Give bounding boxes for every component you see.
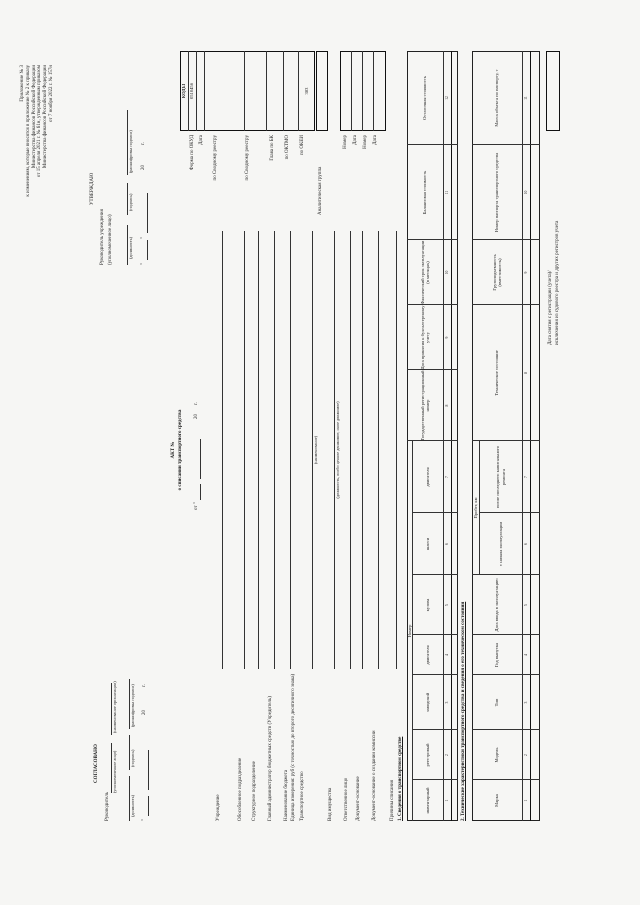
s2-col-num: 11: [523, 96, 528, 100]
field-vehicle: Транспортное средство: [300, 771, 305, 821]
codes-box: [180, 51, 315, 131]
agree-date-g: г.: [142, 684, 147, 687]
s2-group-mileage: Пробег, км: [472, 497, 478, 519]
code-label-okud: Форма по ОКУД: [190, 135, 195, 171]
s1-col-num: 9: [444, 336, 449, 339]
code-label-svodny1: по Сводному реестру: [213, 135, 218, 181]
appendix-line: Министерства финансов Российской Федерации: [43, 65, 48, 169]
footer-line2: исключения из судового реестра и других регистров учета: [555, 220, 560, 345]
field-vehicle-sub: (наименование): [313, 435, 318, 465]
field-reasons: Причины списания: [390, 780, 395, 821]
appendix-line: от 15 апреля 2021 г. № 61н, утвержденным приказом: [37, 65, 43, 178]
agree-head: Руководитель: [105, 791, 110, 821]
s1-header-body: кузова: [424, 598, 430, 612]
act-title: АКТ №: [171, 441, 176, 459]
s1-header-chassis: шасси: [424, 537, 430, 551]
agree-head-sub2: (наименование организации): [112, 681, 117, 733]
s1-header-factory: заводской: [424, 692, 430, 713]
field-unit: Единица измерения: руб (с точностью до второго десятичного знака): [291, 673, 296, 821]
agree-sig-decode: (расшифровка подписи): [130, 684, 135, 727]
field-property-type: Вид имущества: [328, 787, 333, 821]
appendix-line: Приложение № 3: [20, 65, 25, 102]
agree-date-year: 20: [142, 710, 147, 715]
field-structural-division: Структурное подразделение: [252, 761, 257, 821]
s2-header-mileage-repair: после последнего капитального ремонта: [495, 445, 506, 509]
s1-header-engine: двигателя: [424, 645, 430, 665]
agree-head-sub1: (уполномоченное лицо): [112, 750, 117, 793]
approve-sig-position: (должность): [128, 237, 133, 259]
code-label-okei: по ОКЕИ: [300, 135, 305, 156]
field-budget-name: Наименование бюджета: [284, 769, 289, 821]
code-label-svodny2: по Сводному реестру: [245, 135, 250, 181]
s2-col-num: 6: [523, 543, 528, 545]
s2-header-model: Модель: [494, 747, 500, 763]
s2-col-num: 7: [523, 476, 528, 478]
s1-header-inventory: инвентарный: [424, 787, 430, 814]
s1-col-num: 6: [444, 543, 449, 545]
field-separate-division: Обособленное подразделение: [238, 757, 243, 821]
s1-col-num: 10: [444, 270, 449, 275]
form-code-value: 0510456: [189, 82, 195, 100]
s1-col-num: 12: [444, 96, 449, 100]
approve-sig-decode: (расшифровка подписи): [128, 130, 133, 173]
s2-col-num: 9: [523, 271, 528, 274]
approve-head-sub: (уполномоченное лицо): [108, 214, 113, 265]
s1-header-balance: Балансовая стоимость: [422, 170, 428, 215]
appendix-line: к изменениям, которые вносятся в приложение № 2 к приказу: [25, 65, 31, 197]
right-number-label: Номер: [343, 135, 348, 149]
act-subtitle: о списании транспортного средства: [178, 409, 183, 491]
s1-col-num: 8: [444, 404, 449, 407]
s2-header-commission-date: Дата ввода в эксплуатацию: [494, 578, 500, 632]
codes-header: КОДЫ: [181, 83, 187, 99]
right-date-label-2: Дата: [373, 135, 378, 145]
approve-title: УТВЕРЖДАЮ: [90, 172, 95, 205]
s2-col-num: 5: [523, 604, 528, 606]
appendix-line: от 7 ноября 2022 г. № 157н: [48, 65, 54, 123]
field-basis-doc: Документ-основание: [356, 776, 361, 821]
approve-date-mid: ": [141, 236, 146, 239]
s1-header-registry: реестровый: [424, 743, 430, 767]
okei-value: 383: [303, 87, 309, 95]
right-number-label-2: Номер: [363, 135, 368, 149]
field-responsible-sub: (должность, особо ценное движимое, иное движимое): [335, 401, 340, 499]
s1-col-num: 11: [444, 190, 449, 195]
agree-date-open: ": [142, 818, 147, 821]
analytic-group-box: [316, 51, 328, 131]
approve-date-open: ": [141, 262, 146, 265]
agree-sig-position: (должность): [130, 795, 135, 817]
s1-header-term: Фактический срок эксплуатации (в месяцах): [419, 240, 430, 305]
field-commission-doc: Документ-основание о создании комиссии: [372, 730, 377, 821]
right-docs-box: [340, 51, 386, 131]
analytic-group-label: Аналитическая группа: [318, 166, 323, 215]
s2-header-type: Тип: [494, 698, 500, 707]
s1-header-state-reg: Государственный регистрационный номер: [419, 370, 430, 441]
section1-title: 1. Сведения о транспортном средстве: [398, 736, 403, 821]
field-budget-admin: Главный администратор бюджетных средств (Учредитель): [268, 696, 273, 821]
s1-col-num: 7: [444, 476, 449, 478]
s1-col-num: 1: [444, 799, 449, 802]
act-date-from: от ": [194, 502, 199, 510]
approve-date-year: 20: [141, 165, 146, 170]
appendix-block: [20, 65, 55, 275]
s1-header-residual: Остаточная стоимость: [422, 76, 428, 120]
footer-line1: Дата снятия с регистрации (учета)/: [548, 270, 553, 345]
approve-date-g: г.: [141, 142, 146, 145]
field-responsible: Ответственное лицо: [344, 777, 349, 821]
s1-group-number: Номер: [406, 624, 412, 638]
s1-header-engine-2: двигателя: [424, 467, 430, 487]
s2-header-brand: Марка: [494, 794, 500, 807]
s1-col-num: 2: [444, 754, 449, 756]
code-label-date: Дата: [199, 135, 204, 145]
right-date-label: Дата: [353, 135, 358, 145]
s2-header-tech-state: Техническое состояние: [494, 350, 500, 396]
s2-col-num: 10: [523, 190, 528, 195]
s2-col-num: 8: [523, 372, 528, 374]
s1-col-num: 4: [444, 654, 449, 656]
footer-date-box: [546, 51, 560, 131]
s2-header-mass: Масса объекта по паспорту, т: [494, 69, 500, 127]
s2-header-passport: Номер паспорта транспортного средства: [494, 152, 500, 233]
s2-header-capacity: Грузоподъемность (вместимость): [491, 254, 502, 291]
field-institution: Учреждение: [216, 794, 221, 821]
s2-col-num: 1: [523, 799, 528, 802]
act-date-year: 20: [194, 414, 199, 419]
appendix-line: Министерства финансов Российской Федерации: [31, 65, 37, 169]
section2-title: 2. Технические характеристики транспортного средства и сведения о его техническом состоянии: [461, 601, 466, 821]
agree-sig-signature: (подпись): [130, 749, 135, 767]
act-date-g: г.: [194, 402, 199, 405]
code-label-oktmo: по ОКТМО: [285, 135, 290, 160]
agree-title: СОГЛАСОВАНО: [94, 744, 99, 783]
s2-col-num: 4: [523, 654, 528, 656]
s1-col-num: 5: [444, 604, 449, 606]
s2-header-year: Год выпуска: [494, 642, 500, 668]
s1-header-accept-date: Дата принятия к бухгалтерскому учету: [419, 305, 430, 370]
s1-col-num: 3: [444, 701, 449, 704]
approve-sig-signature: (подпись): [128, 193, 133, 211]
s2-col-num: 3: [523, 701, 528, 704]
approve-head: Руководитель учреждения: [100, 209, 105, 265]
s2-header-mileage-start: с начала эксплуатации: [497, 522, 503, 566]
code-label-glava: Глава по БК: [270, 135, 275, 161]
s2-col-num: 2: [523, 754, 528, 756]
